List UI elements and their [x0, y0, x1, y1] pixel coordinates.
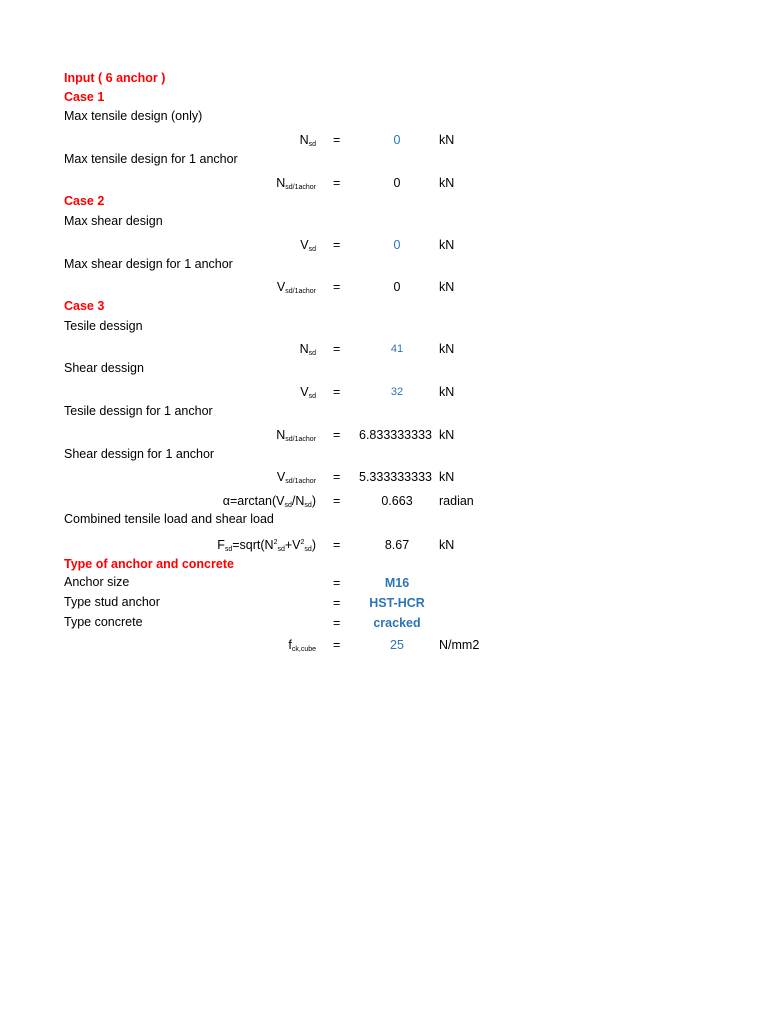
case1-nsd-value[interactable]: 0: [393, 133, 401, 147]
case3-nsd-equals: =: [333, 342, 341, 356]
case1-nsd1-value: 0: [393, 176, 401, 190]
anchor-size-equals: =: [333, 576, 341, 590]
case3-vsd1-equals: =: [333, 470, 341, 484]
case2-vsd1-equals: =: [333, 280, 341, 294]
case3-shear-row: [0, 359, 768, 381]
case3-shear-1-label: Shear dessign for 1 anchor: [64, 447, 215, 461]
case3-fsd-value: 8.67: [384, 538, 410, 552]
case1-max-tensile-row: [0, 107, 768, 129]
case1-nsd-equals: =: [333, 133, 341, 147]
case3-nsd1-value: 6.833333333: [359, 428, 432, 442]
case2-vsd-value[interactable]: 0: [393, 238, 401, 252]
case1-nsd1-equals: =: [333, 176, 341, 190]
case1-max-tensile-1-label: Max tensile design for 1 anchor: [64, 152, 238, 166]
case3-vsd-unit: kN: [439, 385, 455, 399]
case3-combined-row: [0, 510, 768, 532]
case3-nsd-row: [0, 339, 768, 361]
case2-max-shear-row: [0, 212, 768, 234]
stud-anchor-row: [0, 593, 768, 615]
case3-nsd-value[interactable]: 41: [390, 343, 404, 355]
case2-max-shear-label: Max shear design: [64, 214, 163, 228]
fck-row: [0, 635, 768, 657]
case3-fsd-formula: $F_{sd}=sqrt(N^2_{sd}+V^2_{sd})$: [217, 538, 316, 553]
case3-shear-label: Shear dessign: [64, 361, 144, 375]
case3-tensile-row: [0, 317, 768, 339]
case2-vsd1-value: 0: [393, 280, 401, 294]
anchor-concrete-heading: Type of anchor and concrete: [64, 557, 234, 571]
case3-alpha-value: 0.663: [381, 494, 413, 508]
case3-heading: Case 3: [64, 299, 105, 313]
input-title: Input ( 6 anchor ): [64, 71, 166, 85]
case3-fsd-unit: kN: [439, 538, 455, 552]
case1-nsd-unit: kN: [439, 133, 455, 147]
stud-anchor-value[interactable]: HST-HCR: [369, 596, 425, 610]
anchor-size-row: [0, 573, 768, 595]
case2-vsd1-symbol: $V_{sd/1achor}$: [276, 280, 316, 295]
case1-nsd-symbol: $N_{sd}$: [299, 133, 316, 148]
stud-anchor-equals: =: [333, 596, 341, 610]
case3-vsd1-row: [0, 467, 768, 489]
case3-vsd-symbol: $V_{sd}$: [300, 385, 316, 400]
case3-tensile-label: Tesile dessign: [64, 319, 143, 333]
case1-max-tensile-1-row: [0, 150, 768, 172]
case2-vsd1-unit: kN: [439, 280, 455, 294]
case2-vsd-equals: =: [333, 238, 341, 252]
case3-nsd1-symbol: $N_{sd/1achor}$: [276, 428, 316, 443]
case2-max-shear-1-label: Max shear design for 1 anchor: [64, 257, 233, 271]
case2-vsd1-row: [0, 277, 768, 299]
concrete-label: Type concrete: [64, 615, 143, 629]
case3-vsd1-value: 5.333333333: [359, 470, 432, 484]
case1-nsd1-unit: kN: [439, 176, 455, 190]
case3-vsd-row: [0, 382, 768, 404]
case3-nsd-symbol: $N_{sd}$: [299, 342, 316, 357]
case3-fsd-equals: =: [333, 538, 341, 552]
case2-vsd-unit: kN: [439, 238, 455, 252]
case3-vsd-equals: =: [333, 385, 341, 399]
stud-anchor-label: Type stud anchor: [64, 595, 160, 609]
anchor-size-label: Anchor size: [64, 575, 130, 589]
case3-alpha-equals: =: [333, 494, 341, 508]
case3-nsd1-equals: =: [333, 428, 341, 442]
case3-nsd1-unit: kN: [439, 428, 455, 442]
fck-symbol: $f_{ck,cube}$: [288, 638, 316, 653]
concrete-value[interactable]: cracked: [373, 616, 421, 630]
case2-max-shear-1-row: [0, 255, 768, 277]
case1-nsd-row: [0, 130, 768, 152]
case2-vsd-symbol: $V_{sd}$: [300, 238, 316, 253]
case3-vsd-value[interactable]: 32: [390, 386, 404, 398]
concrete-equals: =: [333, 616, 341, 630]
concrete-row: [0, 613, 768, 635]
case3-nsd-unit: kN: [439, 342, 455, 356]
fck-value[interactable]: 25: [390, 638, 404, 652]
anchor-size-value[interactable]: M16: [384, 576, 410, 590]
fck-equals: =: [333, 638, 341, 652]
case3-vsd1-symbol: $V_{sd/1achor}$: [276, 470, 316, 485]
case1-heading: Case 1: [64, 90, 105, 104]
case3-tensile-1-label: Tesile dessign for 1 anchor: [64, 404, 213, 418]
case3-tensile-1-row: [0, 402, 768, 424]
case3-heading-row: [0, 297, 768, 319]
case2-heading-row: [0, 192, 768, 214]
case3-shear-1-row: [0, 445, 768, 467]
case2-vsd-row: [0, 235, 768, 257]
case3-alpha-unit: radian: [439, 494, 474, 508]
case2-heading: Case 2: [64, 194, 105, 208]
case3-combined-label: Combined tensile load and shear load: [64, 512, 274, 526]
case3-alpha-formula: $\alpha=\arctan(V_{sd}/N_{sd})$: [222, 494, 316, 509]
case1-max-tensile-label: Max tensile design (only): [64, 109, 203, 123]
case3-nsd1-row: [0, 425, 768, 447]
case3-vsd1-unit: kN: [439, 470, 455, 484]
case1-nsd1-symbol: $N_{sd/1achor}$: [276, 176, 316, 191]
fck-unit: N/mm2: [439, 638, 480, 652]
case3-fsd-row: [0, 535, 768, 557]
